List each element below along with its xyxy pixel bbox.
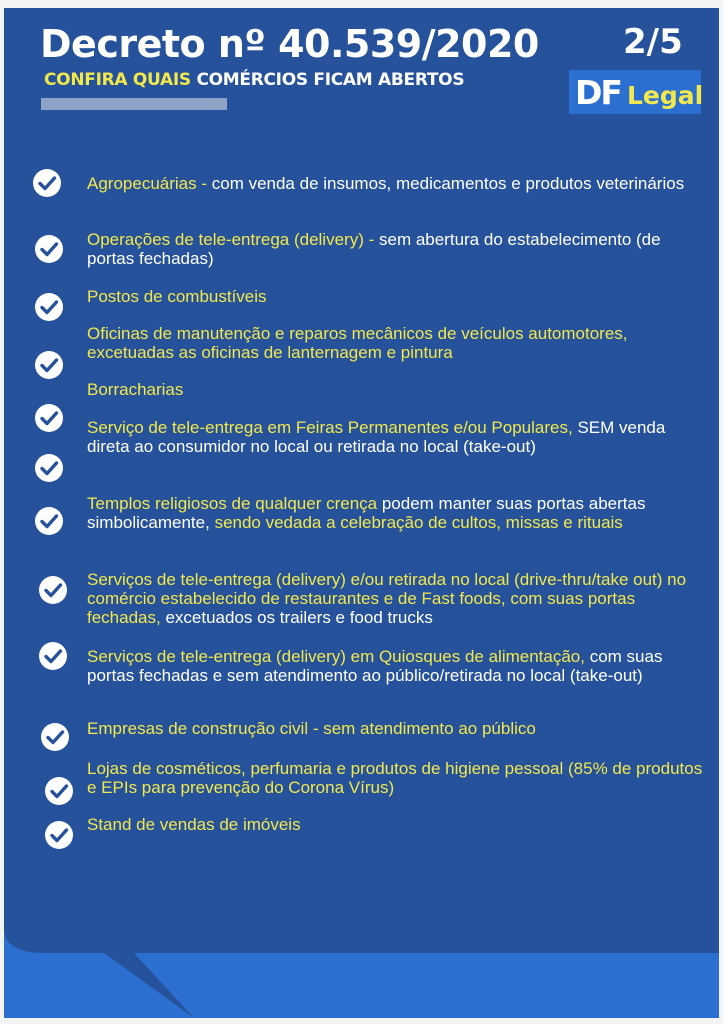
page-title: Decreto nº 40.539/2020	[40, 22, 539, 66]
list-item-text	[87, 719, 707, 738]
check-circle-icon	[38, 641, 68, 671]
list-item-text	[87, 380, 707, 399]
check-circle-icon	[34, 506, 64, 536]
list-item-text	[87, 494, 707, 532]
list-item-text	[87, 287, 707, 306]
list-item-text	[87, 647, 707, 685]
list-item-segment: com suas portas fechadas e sem atendimento ao público/retirada no local (take-out)	[87, 647, 663, 685]
df-legal-logo	[569, 70, 704, 114]
check-circle-icon	[44, 820, 74, 850]
subtitle-highlight: CONFIRA QUAIS	[44, 70, 191, 90]
list-item-segment: Operações de tele-entrega (delivery) -	[87, 230, 379, 249]
logo-df: DF	[575, 72, 621, 112]
list-item-text	[87, 230, 707, 268]
list-item-text	[87, 418, 707, 456]
check-circle-icon	[34, 350, 64, 380]
list-item-segment: Templos religiosos de qualquer crença	[87, 494, 382, 513]
check-circle-icon	[34, 234, 64, 264]
list-item-segment: Oficinas de manutenção e reparos mecânicos de veículos automotores, excetuadas as oficinas de lanternagem e pintura	[87, 324, 628, 362]
list-item-segment: excetuados os trailers e food trucks	[165, 608, 433, 627]
list-item-segment: Borracharias	[87, 380, 184, 399]
subtitle-rest: COMÉRCIOS FICAM ABERTOS	[190, 70, 465, 90]
logo-legal: Legal	[626, 80, 704, 110]
decree-card	[4, 8, 719, 1018]
list-item-segment: com venda de insumos, medicamentos e produtos veterinários	[211, 174, 685, 193]
list-item-segment: sendo vedada a celebração de cultos, missas e rituais	[214, 513, 623, 532]
list-item-segment: Serviço de tele-entrega em Feiras Permanentes e/ou Populares,	[87, 418, 578, 437]
list-item-segment: podem manter suas portas abertas simbolicamente,	[87, 494, 646, 532]
list-item-segment: Postos de combustíveis	[87, 287, 267, 306]
list-item-segment: Lojas de cosméticos, perfumaria e produtos de higiene pessoal (85% de produtos e EPIs para prevenção do Corona Vírus)	[87, 759, 703, 797]
check-circle-icon	[38, 575, 68, 605]
subtitle-underline	[41, 98, 227, 110]
page-indicator: 2/5	[623, 22, 683, 62]
list-item-segment: Stand de vendas de imóveis	[87, 815, 301, 834]
list-item-segment: Serviços de tele-entrega (delivery) em Quiosques de alimentação,	[87, 647, 590, 666]
check-circle-icon	[32, 168, 62, 198]
check-circle-icon	[44, 776, 74, 806]
list-item-text	[87, 174, 707, 193]
list-item-segment: sem abertura do estabelecimento (de portas fechadas)	[87, 230, 661, 268]
check-circle-icon	[34, 292, 64, 322]
list-item-segment: SEM venda direta ao consumidor no local ou retirada no local (take-out)	[87, 418, 666, 456]
list-item-segment: Agropecuárias -	[87, 174, 212, 193]
check-circle-icon	[34, 403, 64, 433]
list-item-segment: Empresas de construção civil - sem atendimento ao público	[87, 719, 536, 738]
check-circle-icon	[40, 722, 70, 752]
list-item-segment: Serviços de tele-entrega (delivery) e/ou retirada no local (drive-thru/take out) no comércio estabelecido de restaurantes e de Fast foods, com suas portas fechadas,	[87, 570, 687, 627]
list-item-text	[87, 759, 707, 797]
check-circle-icon	[34, 453, 64, 483]
list-item-text	[87, 815, 707, 834]
list-item-text	[87, 570, 707, 627]
page-subtitle	[44, 70, 464, 90]
list-item-text	[87, 324, 707, 362]
